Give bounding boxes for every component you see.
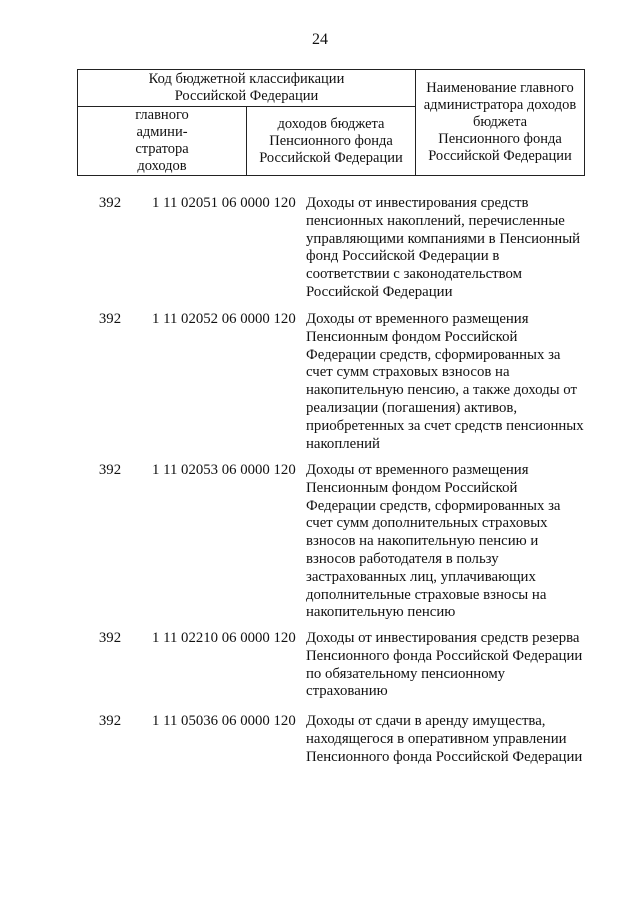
admin-code: 392 xyxy=(98,630,122,646)
administrator-name-header: Наименование главного администратора доходов бюджета Пенсионного фонда Российской Федерации xyxy=(416,70,585,176)
budget-classification-code: 1 11 02053 06 0000 120 xyxy=(152,462,296,478)
code-group-header: Код бюджетной классификации Российской Федерации xyxy=(78,70,416,107)
income-code-header: доходов бюджета Пенсионного фонда Российской Федерации xyxy=(247,107,416,176)
admin-code-header: главного админи- стратора доходов xyxy=(78,107,247,176)
page-number: 24 xyxy=(312,31,328,48)
revenue-description: Доходы от инвестирования средств резерва Пенсионного фонда Российской Федерации по обязательному пенсионному страхованию xyxy=(306,630,583,700)
admin-code: 392 xyxy=(98,713,122,729)
budget-classification-code: 1 11 02052 06 0000 120 xyxy=(152,311,296,327)
revenue-description: Доходы от временного размещения Пенсионным фондом Российской Федерации средств, сформированных за счет сумм дополнительных страховых взносов на накопительную пенсию и взносов работодателя в пользу застрахованных лиц, уплачивающих дополнительные страховые взносы на накопительную пенсию xyxy=(306,462,561,621)
budget-classification-code: 1 11 02210 06 0000 120 xyxy=(152,630,296,646)
admin-code: 392 xyxy=(98,195,122,211)
budget-classification-code: 1 11 02051 06 0000 120 xyxy=(152,195,296,211)
revenue-description: Доходы от сдачи в аренду имущества, находящегося в оперативном управлении Пенсионного фонда Российской Федерации xyxy=(306,713,583,765)
admin-code: 392 xyxy=(98,462,122,478)
revenue-description: Доходы от инвестирования средств пенсионных накоплений, перечисленные управляющими компаниями в Пенсионный фонд Российской Федерации в соответствии с законодательством Российской Федерации xyxy=(306,195,581,300)
classification-header-table xyxy=(77,69,585,176)
header-row-top xyxy=(78,70,585,107)
revenue-description: Доходы от временного размещения Пенсионным фондом Российской Федерации средств, сформированных за счет сумм страховых взносов на накопительную пенсию, а также доходы от реализации (погашения) активов, приобретенных за счет средств пенсионных накоплений xyxy=(306,311,584,452)
admin-code: 392 xyxy=(98,311,122,327)
budget-classification-code: 1 11 05036 06 0000 120 xyxy=(152,713,296,729)
